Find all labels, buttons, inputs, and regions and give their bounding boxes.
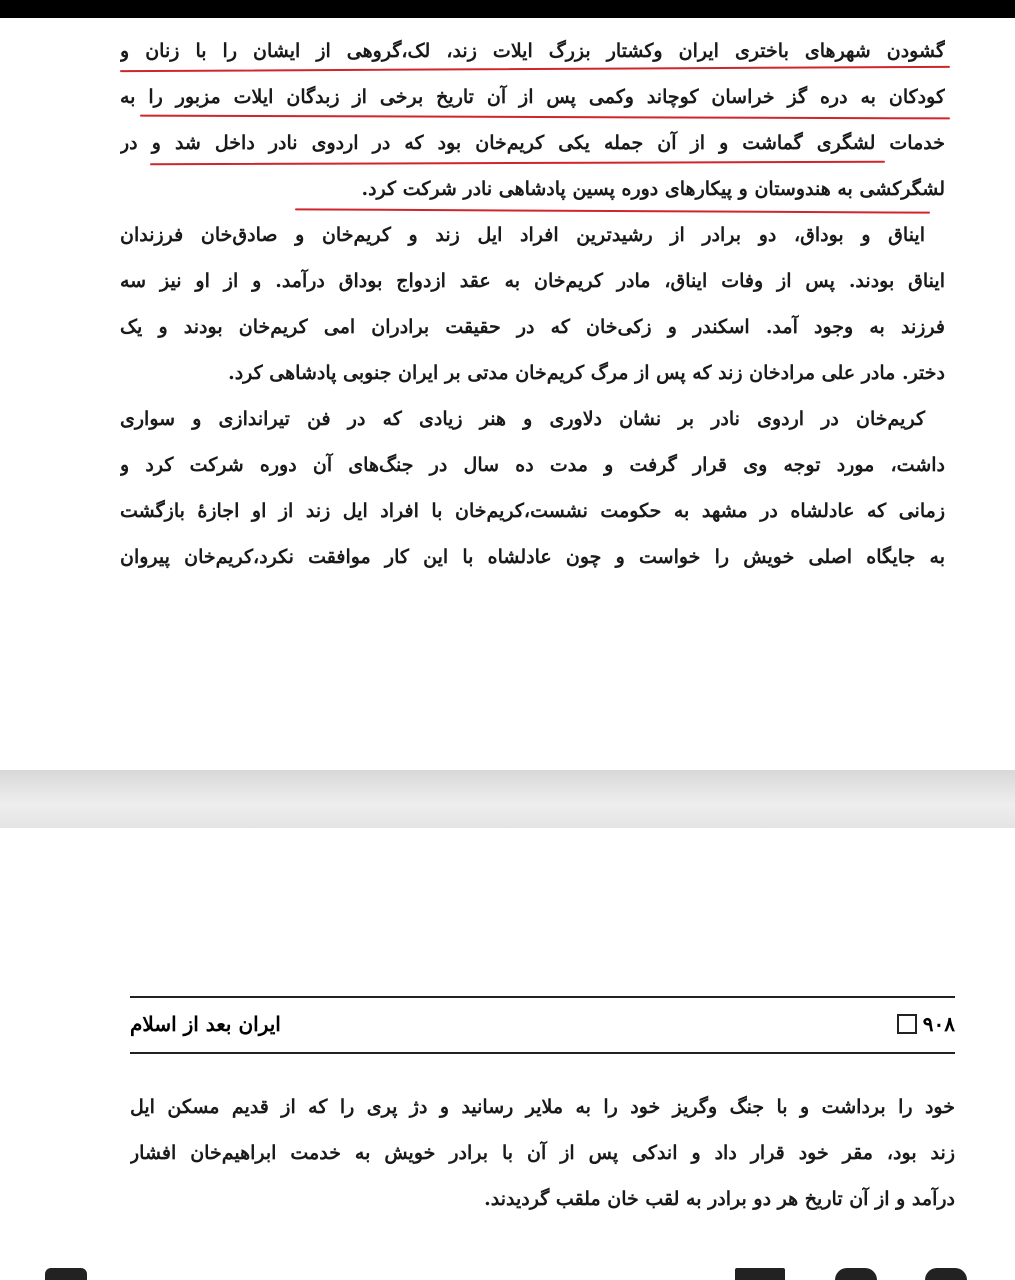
text-line: لشگرکشی به هندوستان و پیکارهای دوره پسین پادشاهی نادر شرکت کرد. <box>361 178 945 200</box>
text-line: کریم‌خان در اردوی نادر بر نشان دلاوری و هنر زیادی که در فن تیراندازی و سواری <box>120 408 925 430</box>
text-line: خود را برداشت و با جنگ وگریز خود را به ملایر رسانید و دژ پری را که از قدیم مسکن ایل <box>130 1096 955 1118</box>
menu-icon[interactable] <box>45 1268 87 1280</box>
page2-text-block <box>130 1084 955 1222</box>
back-icon[interactable] <box>925 1268 967 1280</box>
square-icon <box>897 1014 917 1034</box>
text-line: زمانی که عادلشاه در مشهد به حکومت نشست،کریم‌خان با افراد ایل زند از او اجازهٔ بازگشت <box>120 500 945 522</box>
header-top-rule <box>130 996 955 998</box>
text-line: گشودن شهرهای باختری ایران وکشتار بزرگ ایلات زند، لک،گروهی از ایشان را با زنان و <box>120 40 945 62</box>
text-line: داشت، مورد توجه وی قرار گرفت و مدت ده سال در جنگ‌های آن دوره شرکت کرد و <box>120 454 945 476</box>
text-line: درآمد و از آن تاریخ هر دو برادر به لقب خان ملقب گردیدند. <box>484 1188 955 1210</box>
running-header <box>130 1008 955 1044</box>
text-line: خدمات لشگری گماشت و از آن جمله یکی کریم‌خان بود که در اردوی نادر داخل شد و در <box>120 132 945 154</box>
header-bottom-rule <box>130 1052 955 1054</box>
text-line: زند بود، مقر خود قرار داد و اندکی پس از آن با برادر خویش به خدمت ابراهیم‌خان افشار <box>130 1142 955 1164</box>
page1-text-block <box>120 28 945 580</box>
page-number <box>897 1012 955 1036</box>
text-line: فرزند به وجود آمد. اسکندر و زکی‌خان که در حقیقت برادران امی کریم‌خان بودند و یک <box>120 316 945 338</box>
home-icon[interactable] <box>835 1268 877 1280</box>
text-line: کودکان به دره گز خراسان کوچاند وکمی پس از آن تاریخ برخی از زبدگان ایلات مزبور را به <box>120 86 945 108</box>
text-line: ایناق بودند. پس از وفات ایناق، مادر کریم‌خان به عقد ازدواج بوداق درآمد. و از او نیز سه <box>120 270 945 292</box>
page-number-text: ۹۰۸ <box>922 1012 955 1036</box>
running-header-title: ایران بعد از اسلام <box>130 1012 281 1036</box>
text-line: دختر. مادر علی مرادخان زند که پس از مرگ کریم‌خان مدتی بر ایران جنوبی پادشاهی کرد. <box>228 362 945 384</box>
recent-apps-icon[interactable] <box>735 1268 785 1280</box>
text-line: ایناق و بوداق، دو برادر از رشیدترین افراد ایل زند و کریم‌خان و صادق‌خان فرزندان <box>120 224 925 246</box>
page-gap <box>0 770 1015 828</box>
text-line: به جایگاه اصلی خویش را خواست و چون عادلشاه با این کار موافقت نکرد،کریم‌خان پیروان <box>120 546 945 568</box>
status-bar <box>0 0 1015 18</box>
